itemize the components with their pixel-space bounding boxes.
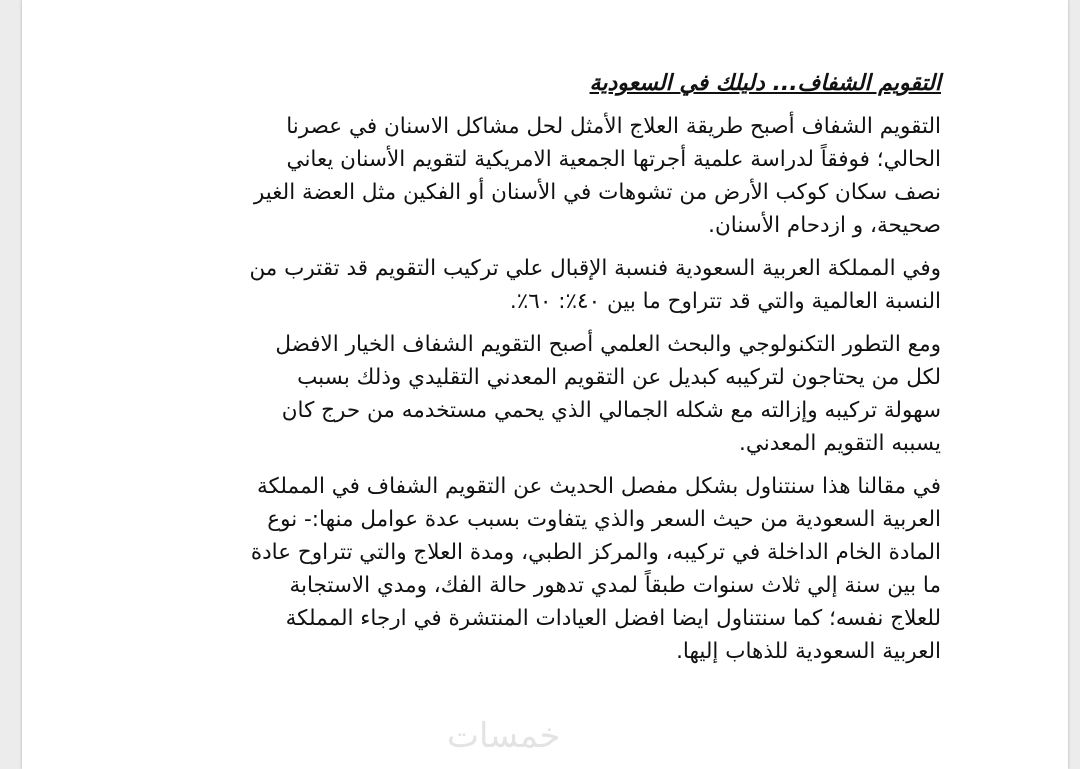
watermark-logo: خمسات xyxy=(447,716,561,756)
document-page xyxy=(22,0,1068,769)
paragraph-saudi-rate: وفي المملكة العربية السعودية فنسبة الإقبال علي تركيب التقويم قد تقترب من النسبة العالمية والتي قد تتراوح ما بين ٤٠٪: ٦٠٪. xyxy=(249,256,941,314)
paragraph-intro: التقويم الشفاف أصبح طريقة العلاج الأمثل لحل مشاكل الاسنان في عصرنا الحالي؛ فوفقاً لدراسة علمية أجرتها الجمعية الامريكية لتقويم الأسنان يعاني نصف سكان كوكب الأرض من تشوهات في الأسنان أو الفكين مثل العضة الغير صحيحة، و ازدحام الأسنان. xyxy=(253,114,941,238)
paragraph-technology: ومع التطور التكنولوجي والبحث العلمي أصبح التقويم الشفاف الخيار الافضل لكل من يحتاجون لتركيبه كبديل عن التقويم المعدني التقليدي وذلك بسبب سهولة تركيبه وإزالته مع شكله الجمالي الذي يحمي مستخدمه من حرج كان يسببه التقويم المعدني. xyxy=(275,332,941,456)
document-content xyxy=(241,62,941,678)
document-title: التقويم الشفاف... دليلك في السعودية xyxy=(589,71,941,96)
paragraph-article-scope: في مقالنا هذا سنتناول بشكل مفصل الحديث عن التقويم الشفاف في المملكة العربية السعودية من حيث السعر والذي يتفاوت بسبب عدة عوامل منها:- نوع المادة الخام الداخلة في تركيبه، والمركز الطبي، ومدة العلاج والتي تتراوح عادة ما بين سنة إلي ثلاث سنوات طبقاً لمدي تدهور حالة الفك، ومدي الاستجابة للعلاج نفسه؛ كما سنتناول ايضا افضل العيادات المنتشرة في ارجاء المملكة العربية السعودية للذهاب إليها. xyxy=(250,474,941,664)
